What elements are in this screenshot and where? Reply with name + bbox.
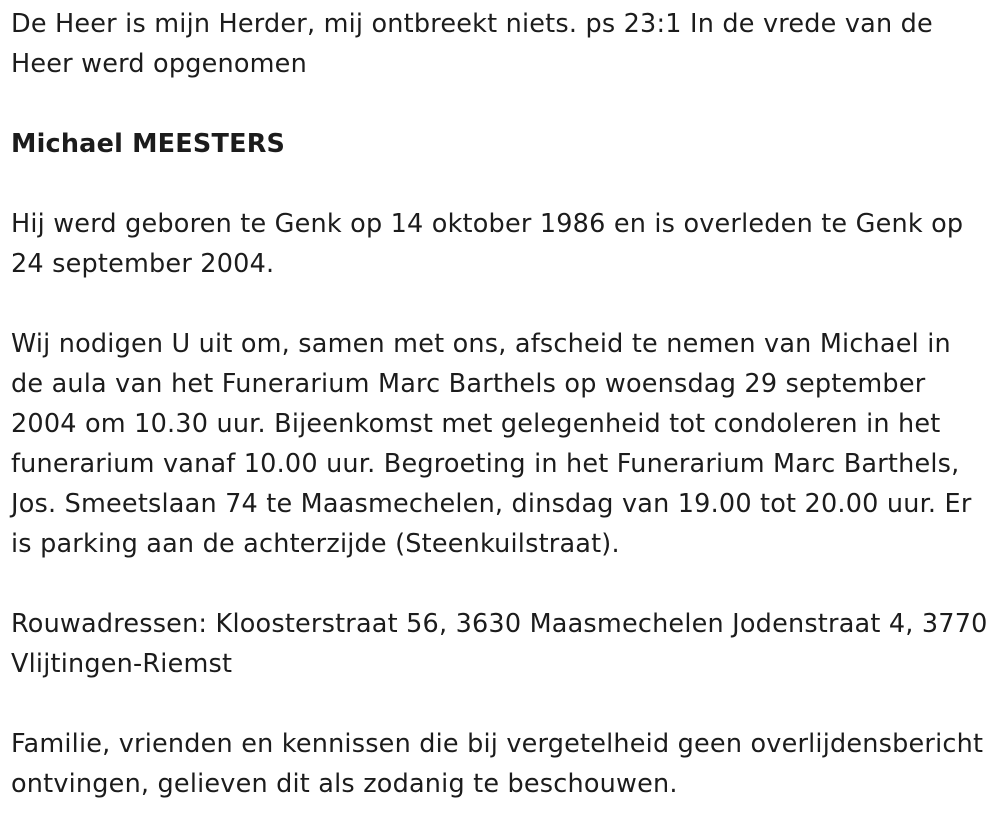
invitation-text: Wij nodigen U uit om, samen met ons, afscheid te nemen van Michael in de aula van het Funerarium Marc Barthels op woensdag 29 september 2004 om 10.30 uur. Bijeenkomst met gelegenheid tot condoleren in het funerarium vanaf 10.00 uur. Begroeting in het Funerarium Marc Barthels, Jos. Smeetslaan 74 te Maasmechelen, dinsdag van 19.00 tot 20.00 uur. Er is parking aan de achterzijde (Steenkuilstraat). <box>11 329 972 559</box>
closing-text: Familie, vrienden en kennissen die bij vergetelheid geen overlijdensbericht ontvingen, gelieven dit als zodanig te beschouwen. <box>11 729 984 799</box>
obituary-document <box>11 4 991 804</box>
intro-text: De Heer is mijn Herder, mij ontbreekt niets. ps 23:1 In de vrede van de Heer werd opgenomen <box>11 9 933 79</box>
addresses-text: Rouwadressen: Kloosterstraat 56, 3630 Maasmechelen Jodenstraat 4, 3770 Vlijtingen-Riemst <box>11 609 988 679</box>
birth-death-text: Hij werd geboren te Genk op 14 oktober 1986 en is overleden te Genk op 24 september 2004. <box>11 209 964 279</box>
deceased-name: Michael MEESTERS <box>11 129 286 159</box>
